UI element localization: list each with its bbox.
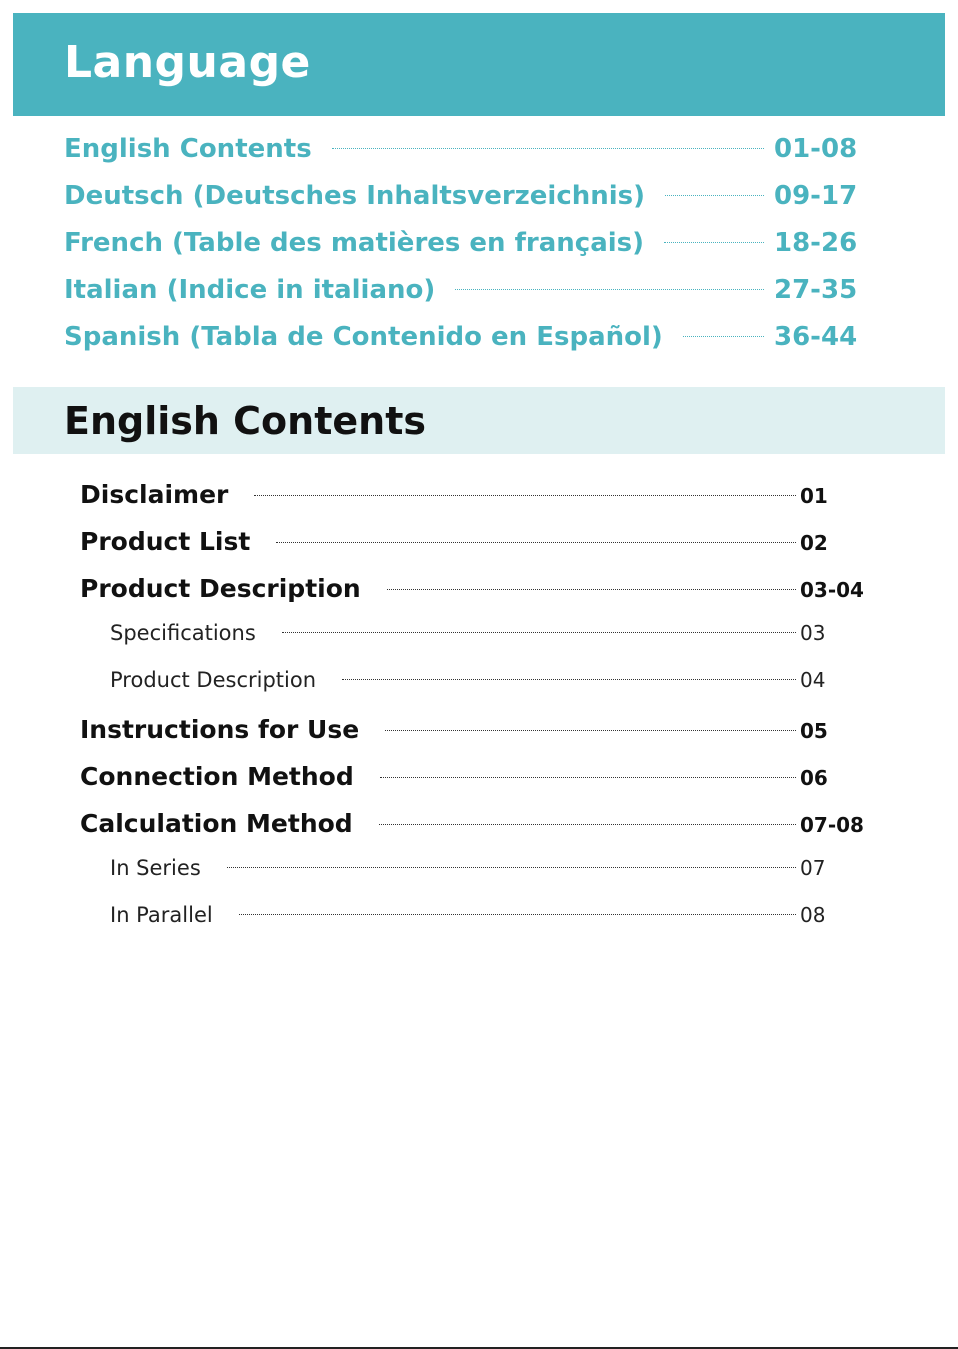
toc-item-label: In Series <box>110 856 201 880</box>
toc-subitem-product-description[interactable] <box>80 668 870 715</box>
contents-title: English Contents <box>64 399 426 443</box>
toc-item-product-list[interactable] <box>80 527 870 574</box>
dotted-leader <box>665 195 764 196</box>
language-item-label: Spanish (Tabla de Contenido en Español) <box>64 322 663 352</box>
toc-item-pages: 07-08 <box>800 813 864 837</box>
toc-item-pages: 01 <box>800 484 828 508</box>
toc-item-instructions-for-use[interactable] <box>80 715 870 762</box>
language-item-spanish[interactable] <box>64 322 864 369</box>
language-item-italian[interactable] <box>64 275 864 322</box>
toc-item-pages: 08 <box>800 903 826 927</box>
dotted-leader <box>455 289 764 290</box>
toc-item-label: Product List <box>80 527 251 556</box>
language-header <box>13 13 945 116</box>
language-item-french[interactable] <box>64 228 864 275</box>
toc-item-label: Product Description <box>110 668 317 692</box>
language-item-label: Deutsch (Deutsches Inhaltsverzeichnis) <box>64 181 646 211</box>
toc-item-disclaimer[interactable] <box>80 480 870 527</box>
language-item-pages: 09-17 <box>774 181 858 211</box>
toc-item-pages: 06 <box>800 766 828 790</box>
language-item-deutsch[interactable] <box>64 181 864 228</box>
language-item-english[interactable] <box>64 134 864 181</box>
toc-item-pages: 03-04 <box>800 578 864 602</box>
toc-item-label: In Parallel <box>110 903 213 927</box>
dotted-leader <box>379 824 796 825</box>
dotted-leader <box>282 632 796 633</box>
dotted-leader <box>387 589 796 590</box>
toc-item-pages: 03 <box>800 621 826 645</box>
dotted-leader <box>385 730 796 731</box>
toc-item-product-description[interactable] <box>80 574 870 621</box>
table-of-contents <box>80 480 870 950</box>
language-title: Language <box>64 37 311 88</box>
toc-item-label: Connection Method <box>80 762 354 791</box>
dotted-leader <box>254 495 796 496</box>
toc-item-label: Calculation Method <box>80 809 353 838</box>
language-item-pages: 36-44 <box>774 322 858 352</box>
dotted-leader <box>683 336 764 337</box>
toc-item-pages: 05 <box>800 719 828 743</box>
toc-item-pages: 07 <box>800 856 826 880</box>
language-item-pages: 01-08 <box>774 134 858 164</box>
dotted-leader <box>276 542 796 543</box>
toc-item-pages: 04 <box>800 668 826 692</box>
language-item-label: French (Table des matières en français) <box>64 228 645 258</box>
language-item-label: English Contents <box>64 134 312 164</box>
dotted-leader <box>239 914 796 915</box>
dotted-leader <box>227 867 796 868</box>
toc-item-label: Disclaimer <box>80 480 229 509</box>
toc-item-pages: 02 <box>800 531 828 555</box>
dotted-leader <box>380 777 796 778</box>
toc-item-label: Product Description <box>80 574 361 603</box>
dotted-leader <box>664 242 764 243</box>
language-list <box>64 134 864 369</box>
toc-subitem-in-parallel[interactable] <box>80 903 870 950</box>
toc-subitem-in-series[interactable] <box>80 856 870 903</box>
toc-item-label: Specifications <box>110 621 256 645</box>
toc-item-connection-method[interactable] <box>80 762 870 809</box>
language-item-pages: 18-26 <box>774 228 858 258</box>
toc-item-label: Instructions for Use <box>80 715 360 744</box>
toc-subitem-specifications[interactable] <box>80 621 870 668</box>
language-item-label: Italian (Indice in italiano) <box>64 275 436 305</box>
language-item-pages: 27-35 <box>774 275 858 305</box>
dotted-leader <box>342 679 796 680</box>
contents-header <box>13 387 945 454</box>
toc-item-calculation-method[interactable] <box>80 809 870 856</box>
dotted-leader <box>332 148 764 149</box>
